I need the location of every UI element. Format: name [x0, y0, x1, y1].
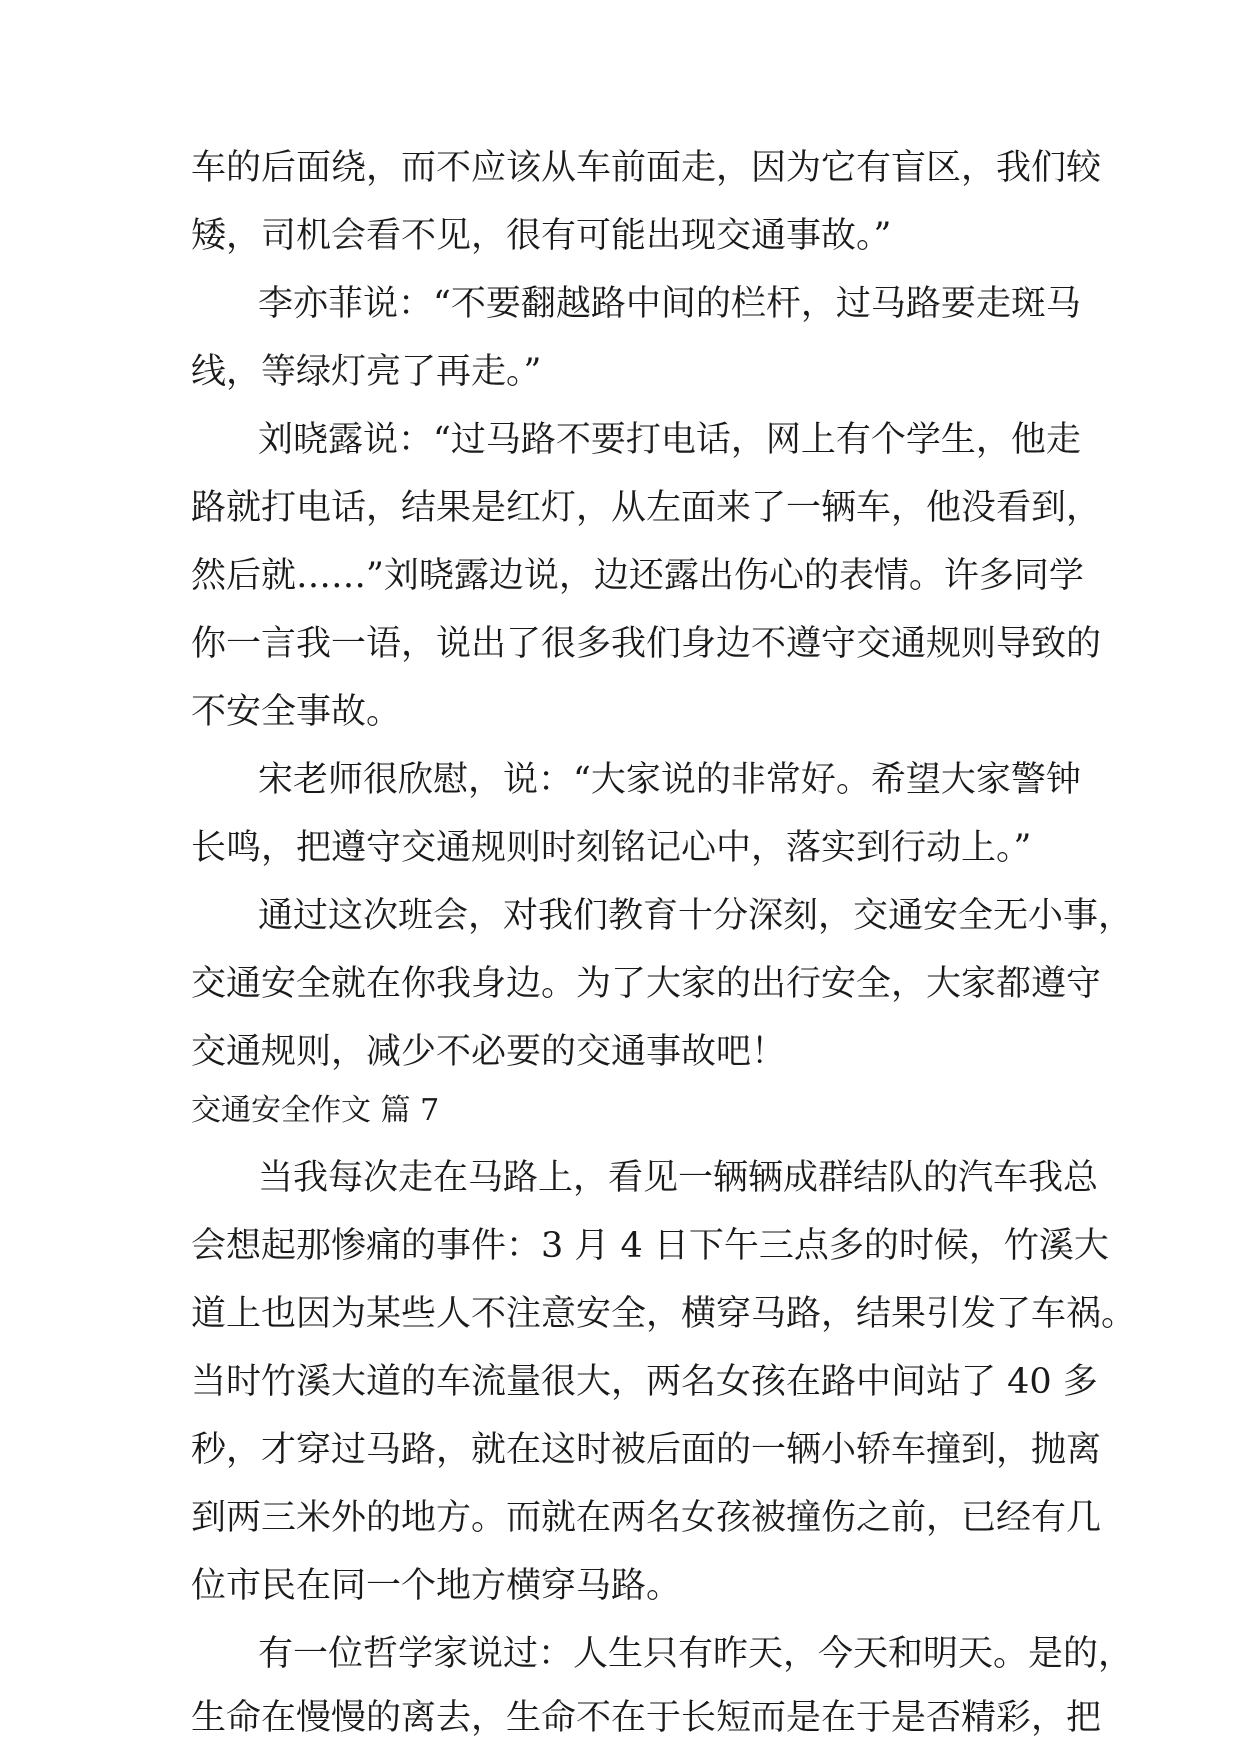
text-line: 线，等绿灯亮了再走。”: [191, 352, 542, 392]
section-heading: 交通安全作文 篇 7: [191, 1093, 440, 1128]
text-line: 到两三米外的地方。而就在两名女孩被撞伤之前，已经有几: [191, 1498, 1102, 1538]
text-line: 长鸣，把遵守交通规则时刻铭记心中，落实到行动上。”: [191, 828, 1032, 868]
paragraph-start: 李亦菲说：“不要翻越路中间的栏杆，过马路要走斑马: [258, 284, 1081, 324]
text-line: 然后就……”刘晓露边说，边还露出伤心的表情。许多同学: [191, 556, 1084, 596]
text-line: 路就打电话，结果是红灯，从左面来了一辆车，他没看到，: [191, 488, 1102, 528]
text-line: 位市民在同一个地方横穿马路。: [191, 1566, 682, 1606]
text-line: 你一言我一语，说出了很多我们身边不遵守交通规则导致的: [191, 624, 1102, 664]
paragraph-start: 刘晓露说：“过马路不要打电话，网上有个学生，他走: [258, 420, 1081, 460]
paragraph-start: 当我每次走在马路上，看见一辆辆成群结队的汽车我总: [258, 1158, 1099, 1198]
text-line: 矮，司机会看不见，很有可能出现交通事故。”: [191, 216, 892, 256]
text-line: 当时竹溪大道的车流量很大，两名女孩在路中间站了 40 多: [191, 1362, 1098, 1402]
paragraph-start: 有一位哲学家说过：人生只有昨天，今天和明天。是的，: [258, 1634, 1134, 1674]
text-line: 道上也因为某些人不注意安全，横穿马路，结果引发了车祸。: [191, 1294, 1137, 1334]
paragraph-start: 通过这次班会，对我们教育十分深刻，交通安全无小事，: [258, 896, 1134, 936]
text-line: 交通安全就在你我身边。为了大家的出行安全，大家都遵守: [191, 964, 1102, 1004]
text-line: 不安全事故。: [191, 692, 402, 732]
paragraph-start: 宋老师很欣慰，说：“大家说的非常好。希望大家警钟: [258, 760, 1081, 800]
text-line: 交通规则，减少不必要的交通事故吧！: [191, 1032, 787, 1072]
text-line: 会想起那惨痛的事件：3 月 4 日下午三点多的时候，竹溪大: [191, 1226, 1109, 1266]
text-line: 秒，才穿过马路，就在这时被后面的一辆小轿车撞到，抛离: [191, 1430, 1102, 1470]
text-line: 生命在慢慢的离去，生命不在于长短而是在于是否精彩，把: [191, 1698, 1102, 1738]
text-line: 车的后面绕，而不应该从车前面走，因为它有盲区，我们较: [191, 148, 1102, 188]
